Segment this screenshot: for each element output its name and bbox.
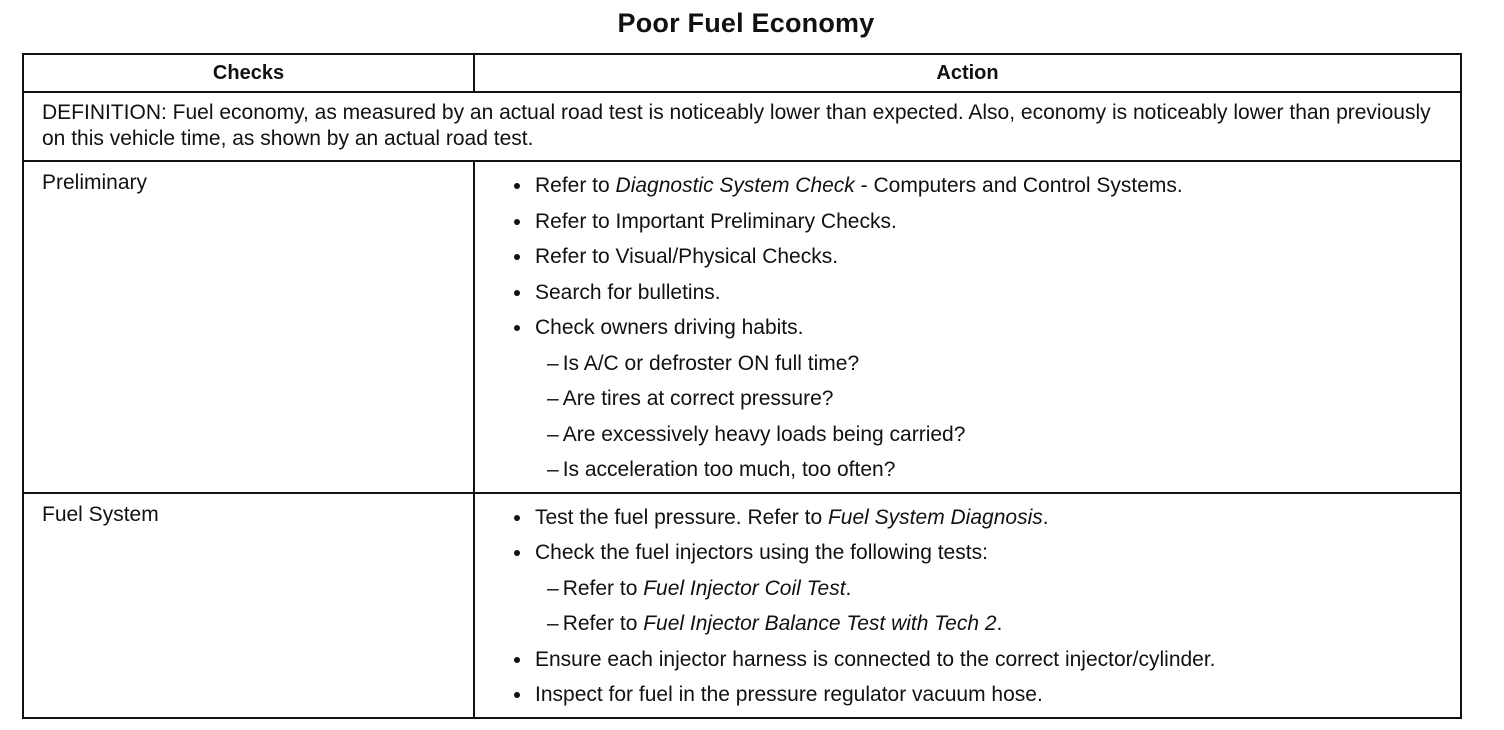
action-sub-item (511, 417, 1460, 453)
definition-text: DEFINITION: Fuel economy, as measured by an actual road test is noticeably lower than expected. Also, economy is noticeably lower than previously on this vehicle time, as shown by an actual road test. (23, 92, 1461, 161)
dash-marker: – (547, 422, 559, 446)
action-text: Refer to (562, 612, 644, 635)
action-text: Check the fuel injectors using the following tests: (535, 541, 988, 564)
check-label-fuel-system: Fuel System (23, 493, 474, 718)
table-header-row (23, 54, 1461, 92)
action-text-suffix: . (1042, 505, 1049, 529)
action-text: Are excessively heavy loads being carried? (562, 422, 966, 446)
dash-marker: – (547, 458, 559, 481)
table-row-preliminary (23, 161, 1461, 493)
action-sub-item (511, 571, 1460, 607)
action-item (511, 535, 1460, 571)
action-text: Are tires at correct pressure? (562, 387, 834, 410)
action-text: Ensure each injector harness is connected to the correct injector/cylinder. (535, 647, 1216, 671)
action-cell-preliminary (474, 161, 1461, 493)
page-title: Poor Fuel Economy (617, 8, 875, 38)
action-text: Check owners driving habits. (535, 316, 804, 339)
checks-column-header: Checks (23, 54, 474, 92)
diagnostic-table (22, 53, 1462, 719)
action-list (475, 500, 1460, 713)
action-text-suffix: - Computers and Control Systems. (854, 174, 1183, 197)
action-sub-item (511, 452, 1460, 488)
action-sub-item (511, 346, 1460, 382)
dash-marker: – (547, 387, 559, 410)
action-reference: Fuel System Diagnosis (827, 505, 1043, 529)
action-text: Is A/C or defroster ON full time? (562, 351, 860, 375)
action-sub-item (511, 381, 1460, 417)
action-text-suffix: . (845, 576, 852, 600)
dash-marker: – (547, 576, 559, 600)
action-column-header: Action (474, 54, 1461, 92)
action-reference: Fuel Injector Balance Test with Tech 2 (643, 612, 997, 635)
action-text: Refer to Important Preliminary Checks. (535, 209, 897, 233)
check-label-preliminary: Preliminary (23, 161, 474, 493)
action-text: Refer to (562, 576, 644, 600)
dash-marker: – (547, 351, 559, 375)
action-item (511, 310, 1460, 346)
action-item (511, 168, 1460, 204)
action-text: Is acceleration too much, too often? (562, 458, 896, 481)
action-cell-fuel-system (474, 493, 1461, 718)
action-item (511, 275, 1460, 311)
action-text: Search for bulletins. (535, 280, 721, 304)
action-sub-item (511, 606, 1460, 642)
table-row-fuel-system (23, 493, 1461, 718)
dash-marker: – (547, 612, 559, 635)
action-reference: Diagnostic System Check (615, 174, 855, 197)
action-text: Refer to Visual/Physical Checks. (535, 245, 839, 268)
action-text: Test the fuel pressure. Refer to (535, 505, 828, 529)
action-text-suffix: . (996, 612, 1003, 635)
action-reference: Fuel Injector Coil Test (643, 576, 846, 600)
action-text: Refer to (535, 174, 616, 197)
action-item (511, 239, 1460, 275)
action-list (475, 168, 1460, 488)
definition-row (23, 92, 1461, 161)
action-item (511, 677, 1460, 713)
action-item (511, 642, 1460, 678)
action-item (511, 204, 1460, 240)
action-item (511, 500, 1460, 536)
action-text: Inspect for fuel in the pressure regulator vacuum hose. (535, 683, 1043, 706)
